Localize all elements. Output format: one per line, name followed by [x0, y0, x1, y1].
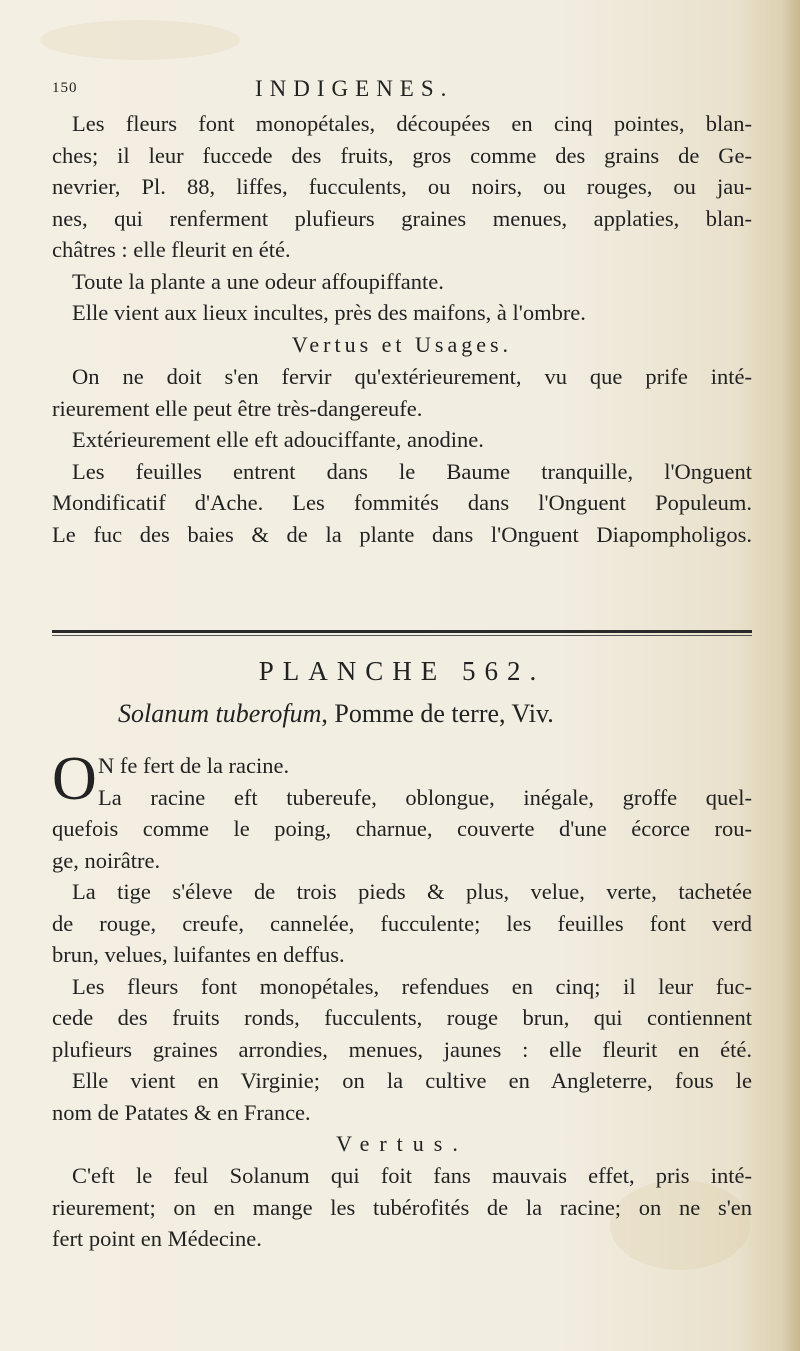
text-line: On ne doit s'en fervir qu'extérieurement, vu que prife inté- [72, 364, 752, 389]
text-line: nom de Patates & en France. [52, 1099, 311, 1125]
species-latin-name: Solanum tuberofum [118, 699, 322, 728]
text-line: Elle vient en Virginie; on la cultive en Angleterre, fous le [72, 1068, 752, 1093]
section-heading-vertus: Vertus. [336, 1131, 468, 1156]
text-line: Mondificatif d'Ache. Les fommités dans l'Onguent Populeum. [52, 490, 752, 515]
page-number: 150 [52, 80, 78, 96]
paper-stain [40, 20, 240, 60]
text-line: C'eft le feul Solanum qui foit fans mauvais effet, pris inté- [72, 1163, 752, 1188]
usage-block [52, 361, 752, 550]
plate-title: PLANCHE 562. [258, 656, 546, 686]
text-line: Les fleurs font monopétales, refendues en cinq; il leur fuc- [72, 973, 752, 999]
section-divider-rule [52, 630, 752, 636]
text-line: quefois comme le poing, charnue, couverte d'une écorce rou- [52, 816, 752, 841]
text-line: fert point en Médecine. [52, 1226, 262, 1251]
description-block [52, 108, 752, 329]
text-line: Le fuc des baies & de la plante dans l'Onguent Diapompholigos. [52, 521, 752, 547]
text-line: rieurement elle peut être très-dangereufe. [52, 395, 423, 421]
text-line: Les fleurs font monopétales, découpées en cinq pointes, blan- [72, 111, 752, 136]
final-block [52, 1160, 752, 1255]
section-heading-vertus-usages: Vertus et Usages. [291, 332, 513, 357]
text-line: nes, qui renferment plufieurs graines menues, applaties, blan- [52, 205, 752, 231]
species-common-name: , Pomme de terre, Viv. [321, 699, 554, 728]
text-line: Les feuilles entrent dans le Baume tranquille, l'Onguent [72, 458, 752, 484]
running-head [52, 76, 752, 106]
text-line: rieurement; on en mange les tubérofités de la racine; on ne s'en [52, 1194, 752, 1220]
text-line: Extérieurement elle eft adouciffante, anodine. [72, 427, 484, 452]
running-title: INDIGENES. [255, 76, 454, 101]
text-line: Elle vient aux lieux incultes, près des maifons, à l'ombre. [72, 300, 586, 325]
text-line: nevrier, Pl. 88, liffes, fucculents, ou noirs, ou rouges, ou jau- [52, 174, 752, 199]
text-line: de rouge, creufe, cannelée, fucculente; les feuilles font verd [52, 910, 752, 936]
text-line: La racine eft tubereufe, oblongue, inégale, groffe quel- [98, 784, 752, 810]
text-line: La tige s'éleve de trois pieds & plus, velue, verte, tachetée [72, 879, 752, 904]
drop-cap: O [52, 745, 97, 813]
text-line: ches; il leur fuccede des fruits, gros comme des grains de Ge- [52, 142, 752, 168]
text-line: brun, velues, luifantes en deffus. [52, 942, 345, 967]
text-line: N fe fert de la racine. [98, 753, 290, 778]
plate-description-block [52, 745, 752, 1128]
species-heading [52, 699, 752, 729]
text-line: cede des fruits ronds, fucculents, rouge brun, qui contiennent [52, 1005, 752, 1030]
text-line: plufieurs graines arrondies, menues, jaunes : elle fleurit en été. [52, 1036, 752, 1062]
text-line: ge, noirâtre. [52, 847, 161, 873]
text-line: châtres : elle fleurit en été. [52, 237, 291, 262]
page-edge-shadow [782, 0, 800, 1351]
text-line: Toute la plante a une odeur affoupiffante. [72, 268, 444, 294]
